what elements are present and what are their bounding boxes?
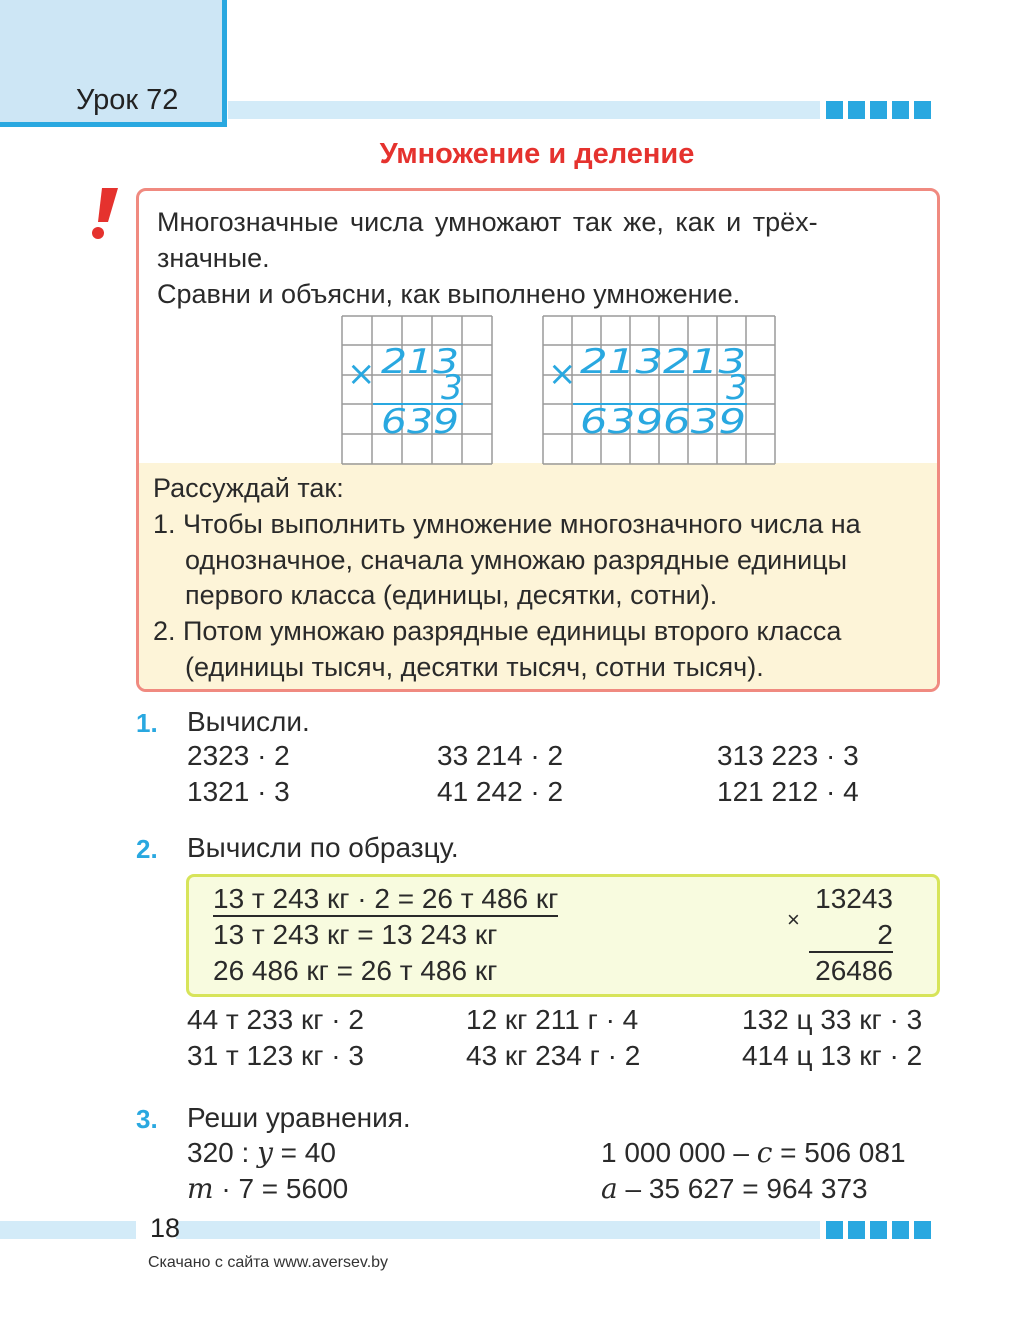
variable: a [601, 1172, 618, 1205]
exclamation-icon [84, 186, 124, 242]
header-square [826, 101, 843, 119]
grid-number: 639 [381, 402, 459, 442]
footer-square [848, 1221, 865, 1239]
column-number: 13243 [815, 883, 893, 914]
reasoning-step: однозначное, сначала умножаю разрядные единицы [185, 545, 848, 575]
grid-number: 3 [441, 368, 463, 408]
expression: 132 ц 33 кг · 3 [742, 1004, 923, 1035]
variable: y [257, 1136, 273, 1169]
expression: 12 кг 211 г · 4 [466, 1004, 639, 1035]
variable: m [187, 1172, 214, 1205]
page-title: Умножение и деление [379, 138, 695, 170]
reasoning-heading: Рассуждай так: [153, 473, 344, 503]
source-credit: Скачано с сайта www.aversev.by [148, 1254, 389, 1271]
expression: 121 212 · 4 [717, 776, 859, 807]
reasoning-step: (единицы тысяч, десятки тысяч, сотни тысяч). [185, 652, 764, 682]
sample-line: 13 т 243 кг = 13 243 кг [213, 919, 498, 950]
task-number: 3. [136, 1104, 158, 1134]
expression: 43 кг 234 г · 2 [466, 1040, 641, 1071]
equation: 320 : y = 40 [187, 1136, 336, 1169]
footer-square [892, 1221, 909, 1239]
header-square [914, 101, 931, 119]
equation: 1 000 000 – c = 506 081 [601, 1136, 906, 1169]
expression: 1321 · 3 [187, 776, 290, 807]
footer-square [826, 1221, 843, 1239]
rule-text-line: Сравни и объясни, как выполнено умножение. [157, 279, 741, 309]
expression: 414 ц 13 кг · 2 [742, 1040, 923, 1071]
grid-number: 213213 [580, 342, 746, 382]
footer-bar [0, 1221, 136, 1239]
footer-square [914, 1221, 931, 1239]
task-title: Вычисли. [187, 706, 310, 737]
times-sign: × [548, 354, 577, 394]
expression: 313 223 · 3 [717, 740, 859, 771]
equation: a – 35 627 = 964 373 [601, 1172, 868, 1205]
grid-number: 639639 [580, 402, 746, 442]
sample-line: 13 т 243 кг · 2 = 26 т 486 кг [213, 883, 558, 917]
times-sign: × [347, 354, 376, 394]
rule-box [136, 188, 940, 692]
column-result: 26486 [815, 955, 893, 986]
reasoning-step: 1. Чтобы выполнить умножение многозначного числа на [153, 509, 861, 539]
rule-text-line: Многозначные числа умножают так же, как и трёх- [157, 207, 818, 237]
expression: 44 т 233 кг · 2 [187, 1004, 364, 1035]
task-title: Реши уравнения. [187, 1102, 411, 1133]
page-number: 18 [150, 1213, 181, 1243]
header-square [870, 101, 887, 119]
expression: 41 242 · 2 [437, 776, 564, 807]
sample-line: 26 486 кг = 26 т 486 кг [213, 955, 498, 986]
task-number: 2. [136, 834, 158, 864]
grid-number: 3 [726, 368, 748, 408]
task-title: Вычисли по образцу. [187, 832, 459, 863]
header-bar [228, 101, 820, 119]
rule-text-line: значные. [157, 243, 270, 273]
expression: 2323 · 2 [187, 740, 290, 771]
grid-number: 213 [381, 342, 459, 382]
variable: c [756, 1136, 773, 1169]
times-sign: × [787, 907, 800, 932]
equation: m · 7 = 5600 [187, 1172, 349, 1205]
footer-square [870, 1221, 887, 1239]
task-number: 1. [136, 708, 158, 738]
multiplication-grid-large [542, 315, 782, 465]
sample-box [186, 874, 940, 997]
header-square [892, 101, 909, 119]
expression: 33 214 · 2 [437, 740, 564, 771]
column-number: 2 [809, 919, 893, 953]
reasoning-step: 2. Потом умножаю разрядные единицы второго класса [153, 616, 842, 646]
lesson-label: Урок 72 [76, 84, 179, 116]
footer-bar [176, 1221, 820, 1239]
expression: 31 т 123 кг · 3 [187, 1040, 364, 1071]
header-square [848, 101, 865, 119]
multiplication-grid-small [341, 315, 493, 465]
reasoning-step: первого класса (единицы, десятки, сотни). [185, 580, 718, 610]
